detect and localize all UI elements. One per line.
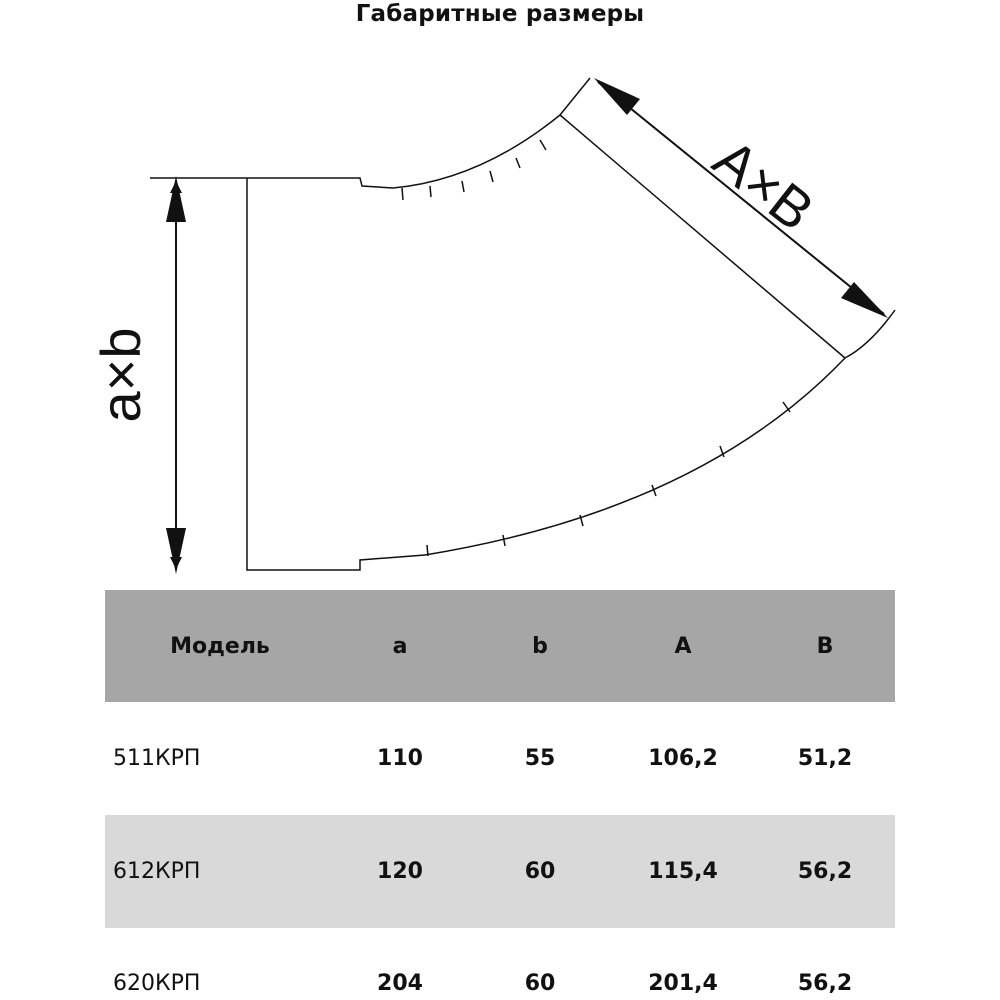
value-b: 60 — [524, 971, 556, 996]
header-model: Модель — [170, 633, 270, 659]
outlet-size-label: A×B — [702, 126, 826, 243]
model-cell: 620КРП — [113, 971, 201, 996]
value-a: 110 — [377, 746, 423, 771]
value-A: 106,2 — [648, 746, 718, 771]
page-title: Габаритные размеры — [355, 1, 645, 27]
header-B: B — [816, 633, 834, 659]
value-b: 55 — [524, 746, 556, 771]
table-row — [105, 928, 895, 1000]
inlet-dimension — [166, 176, 186, 574]
table-row — [105, 815, 895, 928]
value-a: 204 — [377, 971, 423, 996]
dimensions-table — [105, 590, 895, 1000]
model-cell: 511КРП — [113, 746, 201, 771]
header-b: b — [532, 633, 548, 659]
inlet-size-label: a×b — [89, 327, 152, 423]
model-cell: 612КРП — [113, 859, 201, 884]
duct-bend-outline — [150, 78, 895, 570]
header-a: a — [392, 633, 408, 659]
value-b: 60 — [524, 859, 556, 884]
table-row — [105, 702, 895, 815]
table-header — [105, 590, 895, 702]
value-A: 115,4 — [648, 859, 718, 884]
header-A: A — [674, 633, 692, 659]
value-B: 51,2 — [797, 746, 853, 771]
value-B: 56,2 — [797, 859, 853, 884]
value-B: 56,2 — [797, 971, 853, 996]
value-a: 120 — [377, 859, 423, 884]
value-A: 201,4 — [648, 971, 718, 996]
